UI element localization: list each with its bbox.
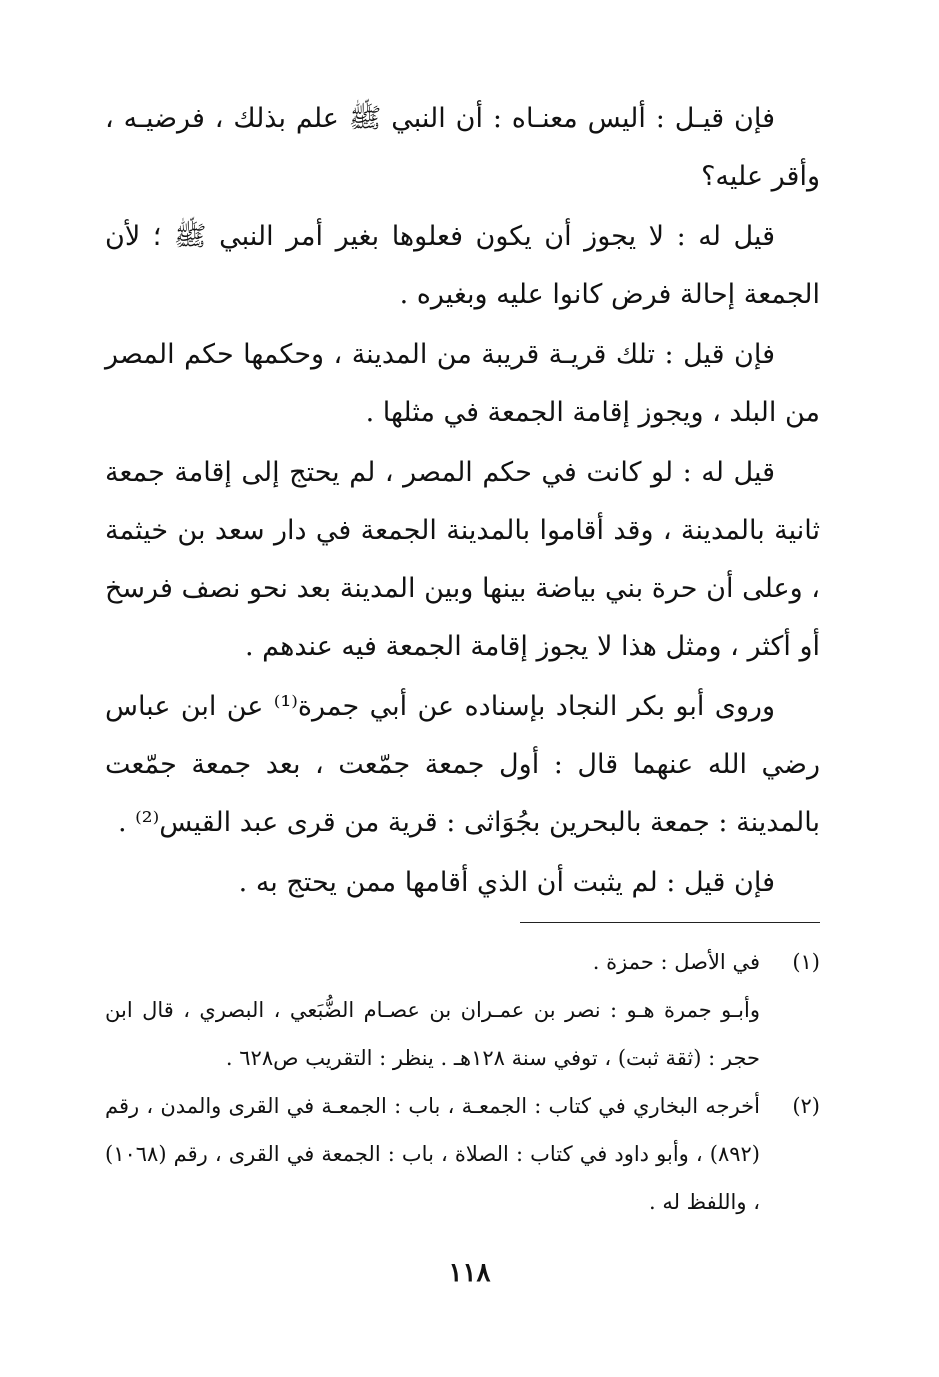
page-number: ١١٨ bbox=[448, 1258, 491, 1288]
paragraph-6: فإن قيل : لم يثبت أن الذي أقامها ممن يحتج به . bbox=[238, 867, 775, 898]
footnote-text: أخرجه البخاري في كتاب : الجمعـة ، باب : الجمعـة في القرى والمدن ، رقم (٨٩٢) ، وأبو داود في كتاب : الصلاة ، باب : الجمعة في القرى ، رقم (١٠٦٨) ، واللفظ له . bbox=[105, 1094, 760, 1214]
paragraph-2: قيل له : لا يجوز أن يكون فعلوها بغير أمر النبي ﷺ ؛ لأن الجمعة إحالة فرض كانوا عليه وبغيره . bbox=[105, 221, 820, 310]
footnote-number: (٢) bbox=[792, 1094, 820, 1118]
paragraph-4: قيل له : لو كانت في حكم المصر ، لم يحتج إلى إقامة جمعة ثانية بالمدينة ، وقد أقاموا بالمدينة الجمعة في دار سعد بن خيثمة ، وعلى أن حرة بني بياضة بينها وبين المدينة بعد نحو نصف فرسخ أو أكثر ، ومثل هذا لا يجوز إقامة الجمعة فيه عندهم . bbox=[105, 457, 821, 662]
footnote-text: في الأصل : حمزة . bbox=[592, 950, 760, 974]
footnote-separator bbox=[520, 922, 820, 923]
paragraph-3: فإن قيل : تلك قريـة قريبة من المدينة ، وحكمها حكم المصر من البلد ، ويجوز إقامة الجمعة في مثلها . bbox=[105, 339, 820, 428]
footnote-1 bbox=[105, 938, 820, 986]
paragraph-5: وروى أبو بكر النجاد بإسناده عن أبي جمرة⁽¹⁾ عن ابن عباس رضي الله عنهما قال : أول جمعة جمّعت ، بعد جمعة جمّعت بالمدينة : جمعة بالبحرين بجُوَاثى : قرية من قرى عبد القيس⁽²⁾ . bbox=[105, 691, 820, 838]
footnote-continuation: وأبـو جمرة هـو : نصر بن عمـران بن عصـام الضُّبَعي ، البصري ، قال ابن حجر : (ثقة ثبت) ، توفي سنة ١٢٨هـ . ينظر : التقريب ص٦٢٨ . bbox=[105, 998, 760, 1070]
footnote-number: (١) bbox=[792, 950, 820, 974]
paragraph-1: فإن قيـل : أليس معنـاه : أن النبي ﷺ علم بذلك ، فرضيـه ، وأقر عليه؟ bbox=[105, 103, 820, 192]
footnote-2 bbox=[105, 1082, 820, 1226]
footnotes-block bbox=[105, 938, 820, 1226]
main-text-block bbox=[105, 90, 820, 914]
